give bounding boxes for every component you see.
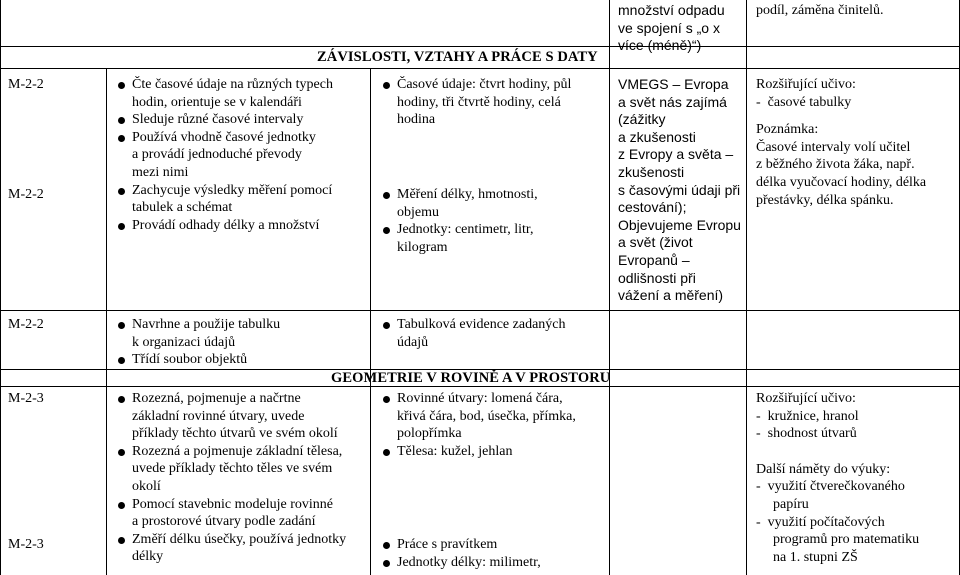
text-line: Objevujeme Evropu: [618, 216, 741, 233]
idea-item: využití čtverečkovaného: [767, 479, 905, 495]
text-line: Rovinné útvary: lomená čára,: [397, 391, 563, 406]
outcome-code: M-2-2: [8, 77, 44, 92]
list-item: [117, 531, 346, 566]
text-line: uvede příklady těchto těles ve svém: [132, 461, 333, 477]
row-divider-heading-1-bottom: [0, 68, 960, 69]
list-item: [382, 76, 571, 129]
text-line: - časové tabulky: [756, 94, 852, 110]
text-line: Provádí odhady délky a množství: [132, 217, 320, 233]
content-list: [382, 186, 538, 256]
text-line: množství odpadu: [618, 2, 725, 18]
text-line: Časové údaje: čtvrt hodiny, půl: [397, 77, 572, 92]
text-line: přestávky, délka spánku.: [756, 192, 894, 208]
table-border-left: [0, 0, 1, 575]
more-ideas-title: Další náměty do výuky:: [756, 461, 891, 477]
notes-text: [756, 76, 926, 209]
spacer: [756, 111, 926, 121]
text-line: a svět nás zajímá: [618, 93, 727, 110]
content-list: [382, 76, 571, 129]
text-line: Rozezná a pojmenuje základní tělesa,: [132, 443, 343, 459]
list-item: [382, 443, 576, 461]
extension-item: shodnost útvarů: [767, 426, 857, 442]
text-line: VMEGS – Evropa: [618, 76, 729, 92]
text-line: Změří délku úsečky, používá jednotky: [132, 531, 347, 547]
text-line: délky: [132, 549, 164, 565]
text-line: Rozezná, pojmenuje a načrtne: [132, 391, 301, 406]
text-line: - využití čtverečkovaného: [756, 479, 905, 495]
content-list: [382, 536, 541, 571]
crosscut-text: [618, 76, 741, 305]
column-divider-4: [746, 0, 747, 575]
text-line: Jednotky: centimetr, litr,: [397, 222, 534, 238]
text-line: z Evropy a světa –: [618, 146, 734, 163]
extension-item: kružnice, hranol: [767, 408, 859, 424]
content-list: [382, 390, 576, 460]
outcome-code: M-2-2: [8, 317, 44, 332]
text-line: hodiny, tři čtvrtě hodiny, celá: [397, 94, 561, 110]
spacer: [756, 443, 919, 461]
section-heading-geometry: GEOMETRIE V ROVINĚ A V PROSTORU: [331, 370, 611, 386]
list-item: [117, 111, 333, 129]
text-line: [756, 531, 919, 549]
text-line: délka vyučovací hodiny, délka: [756, 174, 927, 190]
text-line: příklady těchto útvarů ve svém okolí: [132, 426, 338, 442]
text-line: a provádí jednoduché převody: [132, 147, 302, 163]
note-title: Poznámka:: [756, 122, 819, 138]
outcomes-list: [117, 76, 333, 234]
text-line: a svět (život: [618, 234, 693, 251]
text-line: polopřímka: [397, 426, 462, 442]
text-line: - využití počítačových: [756, 514, 885, 530]
text-line: Tělesa: kužel, jehlan: [397, 443, 513, 459]
list-item: [117, 443, 346, 496]
text-line: Práce s pravítkem: [397, 537, 498, 552]
outcomes-list: [117, 390, 346, 566]
column-divider-2: [370, 68, 371, 575]
text-line: ve spojení s „o x: [618, 19, 720, 36]
idea-item-cont: na 1. stupni ZŠ: [773, 549, 858, 565]
text-line: Jednotky délky: milimetr,: [397, 554, 541, 570]
idea-item: využití počítačových: [767, 514, 885, 530]
text-line: Měření délky, hmotnosti,: [397, 187, 538, 202]
list-item: [382, 186, 538, 221]
text-line: s časovými údaji při: [618, 181, 741, 198]
notes-text: [756, 390, 919, 566]
outcome-code: M-2-3: [8, 537, 44, 552]
list-item: [117, 390, 346, 443]
list-item: [117, 182, 333, 217]
text-line: [756, 496, 919, 514]
row-divider-1: [0, 310, 960, 311]
idea-item-cont: papíru: [773, 496, 809, 512]
text-line: z běžného života žáka, např.: [756, 157, 915, 173]
column-divider-3: [609, 0, 610, 575]
text-line: - shodnost útvarů: [756, 426, 857, 442]
list-item: [117, 217, 333, 235]
text-line: hodina: [397, 112, 436, 128]
text-line: základní rovinné útvary, uvede: [132, 408, 305, 424]
column-divider-1: [106, 68, 107, 575]
text-line: údajů: [397, 334, 429, 350]
text-line: okolí: [132, 478, 161, 494]
idea-item-cont: programů pro matematiku: [773, 532, 920, 548]
text-line: Pomocí stavebnic modeluje rovinné: [132, 496, 334, 512]
text-line: [756, 549, 919, 567]
text-line: a zkušenosti: [618, 128, 696, 145]
list-item: [382, 316, 566, 351]
row-divider-heading-1-top: [0, 46, 960, 47]
text-line: hodin, orientuje se v kalendáři: [132, 94, 302, 110]
text-line: Tabulková evidence zadaných: [397, 317, 566, 332]
extension-item: časové tabulky: [767, 94, 852, 110]
text-line: cestování);: [618, 199, 687, 216]
text-line: Evropanů –: [618, 251, 690, 268]
list-item: [117, 351, 280, 369]
text-line: (zážitky: [618, 111, 666, 128]
list-item: [382, 536, 541, 554]
top-crosscut-text: [618, 2, 725, 55]
content-list: [382, 316, 566, 351]
text-line: zkušenosti: [618, 163, 685, 180]
outcome-code: M-2-3: [8, 391, 44, 406]
text-line: - kružnice, hranol: [756, 408, 859, 424]
text-line: Třídí soubor objektů: [132, 352, 248, 368]
list-item: [117, 76, 333, 111]
text-line: tabulek a schémat: [132, 200, 233, 216]
text-line: Navrhne a použije tabulku: [132, 317, 281, 332]
extension-title: Rozšiřující učivo:: [756, 391, 856, 406]
text-line: více (méně)“): [618, 37, 702, 54]
extension-title: Rozšiřující učivo:: [756, 77, 856, 92]
text-line: odlišnosti při: [618, 269, 696, 286]
list-item: [382, 390, 576, 443]
text-line: Používá vhodně časové jednotky: [132, 129, 316, 145]
list-item: [117, 129, 333, 182]
text-line: Časové intervaly volí učitel: [756, 139, 911, 155]
section-heading-dependencies: ZÁVISLOSTI, VZTAHY A PRÁCE S DATY: [317, 49, 598, 65]
text-line: objemu: [397, 204, 439, 220]
text-line: k organizaci údajů: [132, 334, 236, 350]
text-line: vážení a měření): [618, 287, 724, 304]
list-item: [382, 221, 538, 256]
text-line: Sleduje různé časové intervaly: [132, 112, 304, 128]
list-item: [382, 554, 541, 572]
outcome-code: M-2-2: [8, 187, 44, 202]
text-line: Čte časové údaje na různých typech: [132, 77, 333, 92]
outcomes-list: [117, 316, 280, 369]
text-line: kilogram: [397, 239, 448, 255]
list-item: [117, 496, 346, 531]
text-line: a prostorové útvary podle zadání: [132, 514, 316, 530]
text-line: křivá čára, bod, úsečka, přímka,: [397, 408, 576, 424]
list-item: [117, 316, 280, 351]
top-notes-text: podíl, záměna činitelů.: [756, 3, 884, 18]
text-line: Zachycuje výsledky měření pomocí: [132, 182, 333, 198]
text-line: mezi nimi: [132, 164, 189, 180]
